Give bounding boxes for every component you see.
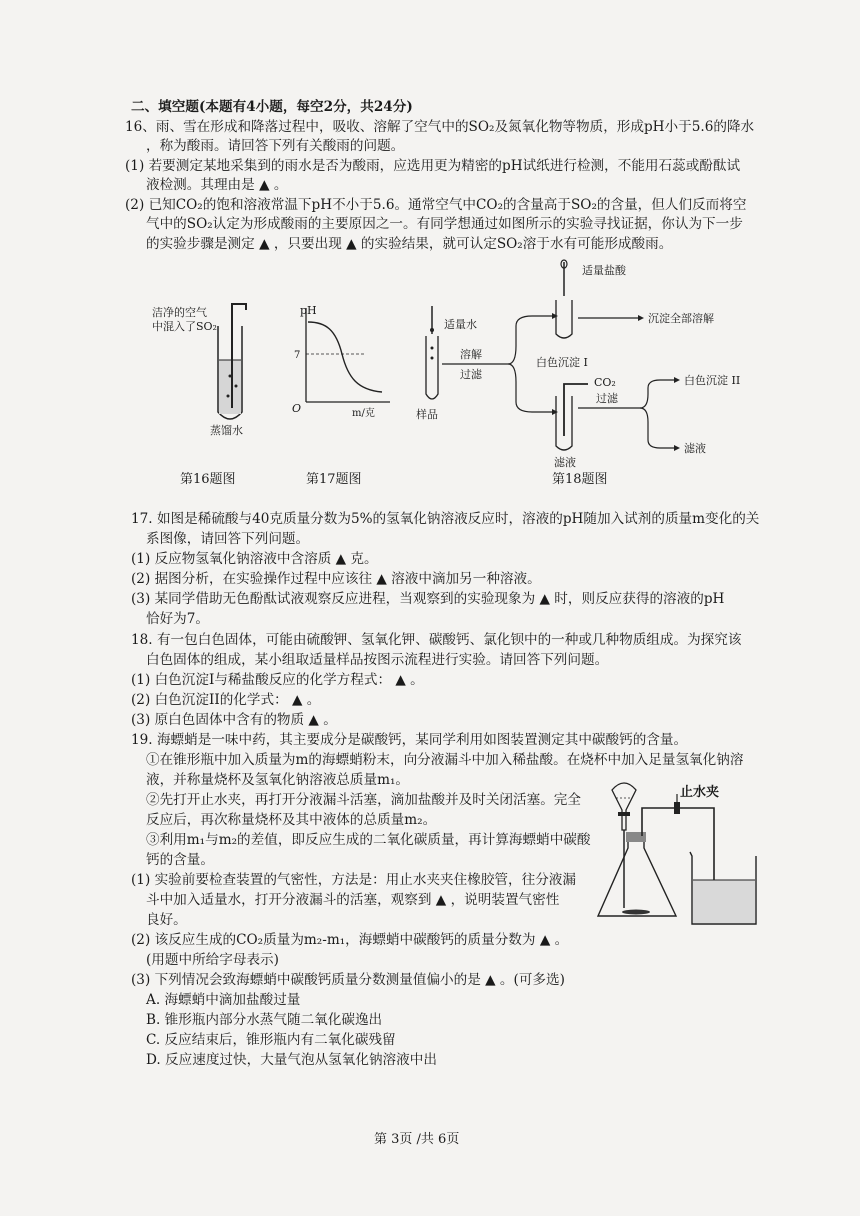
fig16-label-air: 洁净的空气 — [152, 306, 207, 319]
q19-line3: 液，并称量烧杯及氢氧化钠溶液总质量m₁。 — [146, 772, 410, 788]
fig17-tick-7: 7 — [294, 350, 301, 361]
q19-option-d: D. 反应速度过快，大量气泡从氢氧化钠溶液中出 — [146, 1052, 437, 1068]
q17-line4: (2) 据图分析，在实验操作过程中应该往 ▲ 溶液中滴加另一种溶液。 — [131, 571, 541, 587]
q16-line6: 气中的SO₂认定为形成酸雨的主要原因之一。有同学想通过如图所示的实验寻找证据，你认为下一步 — [146, 216, 743, 232]
q19-line6: ③利用m₁与m₂的差值，即反应生成的二氧化碳质量，再计算海螵蛸中碳酸 — [146, 832, 591, 848]
caption-fig16: 第16题图 — [180, 472, 236, 487]
fig18-label-filter1: 过滤 — [460, 368, 482, 381]
fig18-label-water: 适量水 — [444, 318, 477, 331]
fig18-label-ppt2: 白色沉淀 II — [684, 374, 741, 387]
q16-line5: (2) 已知CO₂的饱和溶液常温下pH不小于5.6。通常空气中CO₂的含量高于SO₂的含量，但人们反而将空 — [125, 197, 747, 213]
q18-line1: 18. 有一包白色固体，可能由硫酸钾、氢氧化钾、碳酸钙、氯化钡中的一种或几种物质组成。为探究该 — [131, 632, 742, 648]
fig17-origin: O — [292, 402, 302, 415]
q19-option-a: A. 海螵蛸中滴加盐酸过量 — [146, 992, 301, 1008]
figure-18-flowchart — [412, 256, 780, 468]
fig18-label-co2: CO₂ — [594, 376, 616, 389]
section-heading: 二、填空题(本题有4小题，每空2分，共24分) — [131, 99, 413, 115]
fig17-axis-ph: pH — [300, 304, 317, 317]
q19-line7: 钙的含量。 — [146, 852, 214, 868]
q19-line1: 19. 海螵蛸是一味中药，其主要成分是碳酸钙，某同学利用如图装置测定其中碳酸钙的含量。 — [131, 732, 688, 748]
fig18-label-filter2: 过滤 — [596, 392, 618, 405]
fig18-label-hcl: 适量盐酸 — [582, 264, 626, 277]
fig18-label-dissolve: 溶解 — [460, 348, 482, 361]
q19-line5: 反应后，再次称量烧杯及其中液体的总质量m₂。 — [146, 812, 437, 828]
fig17-axis-m: m/克 — [352, 408, 375, 419]
q16-line3: (1) 若要测定某地采集到的雨水是否为酸雨，应选用更为精密的pH试纸进行检测，不能用石蕊或酚酞试 — [125, 158, 741, 174]
q19-line4: ②先打开止水夹，再打开分液漏斗活塞，滴加盐酸并及时关闭活塞。完全 — [146, 792, 581, 808]
q18-line2: 白色固体的组成，某小组取适量样品按图示流程进行实验。请回答下列问题。 — [146, 652, 609, 668]
fig18-label-filtrate2: 滤液 — [684, 442, 706, 455]
page-footer: 第 3页 /共 6页 — [374, 1132, 460, 1147]
q16-line2: ，称为酸雨。请回答下列有关酸雨的问题。 — [146, 138, 405, 154]
caption-fig17: 第17题图 — [306, 472, 362, 487]
q19-option-c: C. 反应结束后，锥形瓶内有二氧化碳残留 — [146, 1032, 396, 1048]
q19-line13: (3) 下列情况会致海螵蛸中碳酸钙质量分数测量值偏小的是 ▲ 。(可多选) — [131, 972, 565, 988]
q17-line2: 系图像，请回答下列问题。 — [146, 531, 310, 547]
q16-line4: 液检测。其理由是 ▲ 。 — [146, 177, 288, 193]
fig18-label-sample: 样品 — [416, 408, 438, 421]
fig19-label-clamp: 止水夹 — [680, 785, 720, 800]
q17-line5: (3) 某同学借助无色酚酞试液观察反应进程，当观察到的实验现象为 ▲ 时，则反应获得的溶液的pH — [131, 591, 725, 607]
fig18-label-all-dissolve: 沉淀全部溶解 — [648, 312, 714, 325]
q19-option-b: B. 锥形瓶内部分水蒸气随二氧化碳逸出 — [146, 1012, 383, 1028]
figure-16-test-tube — [150, 296, 260, 440]
q17-line1: 17. 如图是稀硫酸与40克质量分数为5%的氢氧化钠溶液反应时，溶液的pH随加入试剂的质量m变化的关 — [131, 511, 760, 527]
q19-line10: 良好。 — [146, 912, 187, 928]
fig16-label-so2: 中混入了SO₂ — [152, 320, 217, 333]
q19-line8: (1) 实验前要检查装置的气密性，方法是：用止水夹夹住橡胶管，往分液漏 — [131, 872, 576, 888]
q17-line3: (1) 反应物氢氧化钠溶液中含溶质 ▲ 克。 — [131, 551, 378, 567]
q17-line6: 恰好为7。 — [146, 611, 210, 627]
figure-19-apparatus — [596, 778, 764, 928]
caption-fig18: 第18题图 — [552, 472, 608, 487]
q19-line9: 斗中加入适量水，打开分液漏斗的活塞，观察到 ▲ ，说明装置气密性 — [146, 892, 560, 908]
q18-line4: (2) 白色沉淀II的化学式： ▲ 。 — [131, 692, 321, 708]
q19-line12: (用题中所给字母表示) — [146, 952, 279, 968]
fig18-label-filtrate1: 滤液 — [554, 456, 576, 468]
q16-line7: 的实验步骤是测定 ▲ ，只要出现 ▲ 的实验结果，就可认定SO₂溶于水有可能形成酸雨。 — [146, 236, 673, 252]
q19-line11: (2) 该反应生成的CO₂质量为m₂-m₁，海螵蛸中碳酸钙的质量分数为 ▲ 。 — [131, 932, 569, 948]
figure-17-ph-graph — [286, 300, 396, 420]
q19-line2: ①在锥形瓶中加入质量为m的海螵蛸粉末，向分液漏斗中加入稀盐酸。在烧杯中加入足量氢氧化钠溶 — [146, 752, 744, 768]
q18-line5: (3) 原白色固体中含有的物质 ▲ 。 — [131, 712, 337, 728]
q18-line3: (1) 白色沉淀I与稀盐酸反应的化学方程式： ▲ 。 — [131, 672, 424, 688]
fig18-label-ppt1: 白色沉淀 I — [536, 356, 588, 369]
fig16-label-water: 蒸馏水 — [210, 424, 243, 437]
q16-line1: 16、雨、雪在形成和降落过程中，吸收、溶解了空气中的SO₂及氮氧化物等物质，形成pH小于5.6的降水 — [125, 119, 755, 135]
